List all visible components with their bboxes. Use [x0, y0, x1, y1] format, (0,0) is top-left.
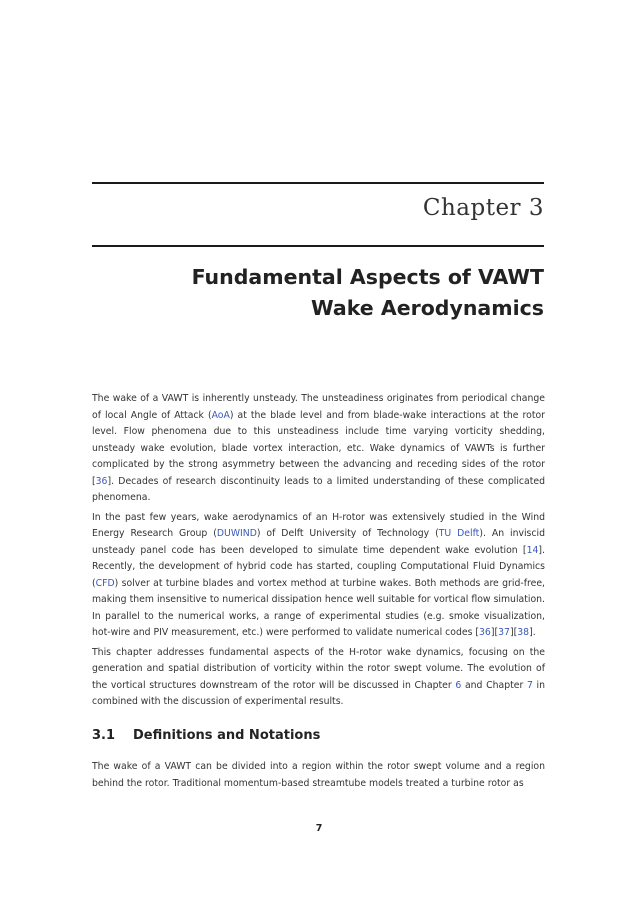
page-number: 7 — [315, 823, 323, 834]
chapter-link-6[interactable]: 6 — [455, 679, 462, 691]
text-run: and Chapter — [461, 679, 527, 691]
text-run: ) at the blade level and from blade-wake interactions at the rotor level. Flow phenomena due to this unsteadiness include time varying vorticity shedding, unsteady wake evolution, blade vortex interaction, etc. Wake dynamics of VAWTs is further complicated by the strong asymmetry between the advancing and receding sides of the rotor [ — [92, 409, 545, 487]
section-heading — [92, 728, 320, 743]
text-run: ). An inviscid unsteady panel code has been developed to simulate time dependent wake evolution [ — [92, 528, 545, 556]
citation-link-36[interactable]: 36 — [479, 627, 491, 638]
text-run: ]. Decades of research discontinuity leads to a limited understanding of these complicated phenomena. — [92, 475, 545, 503]
chapter-title-line-1: Fundamental Aspects of VAWT — [191, 265, 544, 289]
text-run: ][ — [509, 627, 518, 638]
section-title: Definitions and Notations — [133, 728, 321, 743]
paragraph-1 — [92, 391, 545, 507]
citation-link-14[interactable]: 14 — [526, 544, 539, 556]
section-body — [92, 759, 545, 795]
chapter-label: Chapter 3 — [422, 195, 544, 221]
acronym-link-cfd[interactable]: CFD — [95, 577, 115, 589]
text-run: ]. — [529, 627, 536, 638]
citation-link-36[interactable]: 36 — [95, 475, 108, 487]
section-number: 3.1 — [92, 728, 116, 743]
intro-text — [92, 391, 545, 714]
acronym-link-tu-delft[interactable]: TU Delft — [438, 528, 480, 539]
text-run: This chapter addresses fundamental aspects of the H-rotor wake dynamics, focusing on the generation and spatial distribution of vorticity within the rotor swept volume. The evolution of the vortical structures downstream of the rotor will be discussed in Chapter — [92, 646, 545, 691]
text-run: ]. Recently, the development of hybrid code has started, coupling Computational Fluid Dynamics ( — [92, 544, 545, 589]
chapter-link-7[interactable]: 7 — [526, 679, 533, 691]
acronym-link-aoa[interactable]: AoA — [211, 409, 230, 421]
text-run: In the past few years, wake aerodynamics of an H-rotor was extensively studied in the Wind Energy Research Group ( — [92, 511, 545, 539]
text-run: ) of Delft University of Technology ( — [256, 528, 439, 539]
text-run: in combined with the discussion of experimental results. — [92, 679, 545, 707]
chapter-rule-top — [92, 182, 544, 184]
text-run: ][ — [490, 627, 499, 638]
chapter-rule-bottom — [92, 245, 544, 247]
citation-link-38[interactable]: 38 — [517, 627, 530, 638]
chapter-title-line-2: Wake Aerodynamics — [310, 296, 544, 320]
chapter-title — [124, 262, 544, 324]
acronym-link-duwind[interactable]: DUWIND — [216, 528, 257, 539]
paragraph-2 — [92, 510, 545, 642]
text-run: ) solver at turbine blades and vortex method at turbine wakes. Both methods are grid-free, making them insensitive to numerical dissipation hence well suitable for vortical flow simulation. In parallel to the numerical works, a range of experimental studies (e.g. smoke visualization, hot-wire and PIV measurement, etc.) were performed to validate numerical codes [ — [92, 577, 545, 638]
text-run: The wake of a VAWT is inherently unsteady. The unsteadiness originates from periodical change of local Angle of Attack ( — [92, 393, 545, 421]
section-paragraph: The wake of a VAWT can be divided into a region within the rotor swept volume and a region behind the rotor. Traditional momentum-based streamtube models treated a turbine rotor as — [92, 761, 545, 789]
paragraph-3 — [92, 645, 545, 711]
citation-link-37[interactable]: 37 — [498, 627, 510, 638]
